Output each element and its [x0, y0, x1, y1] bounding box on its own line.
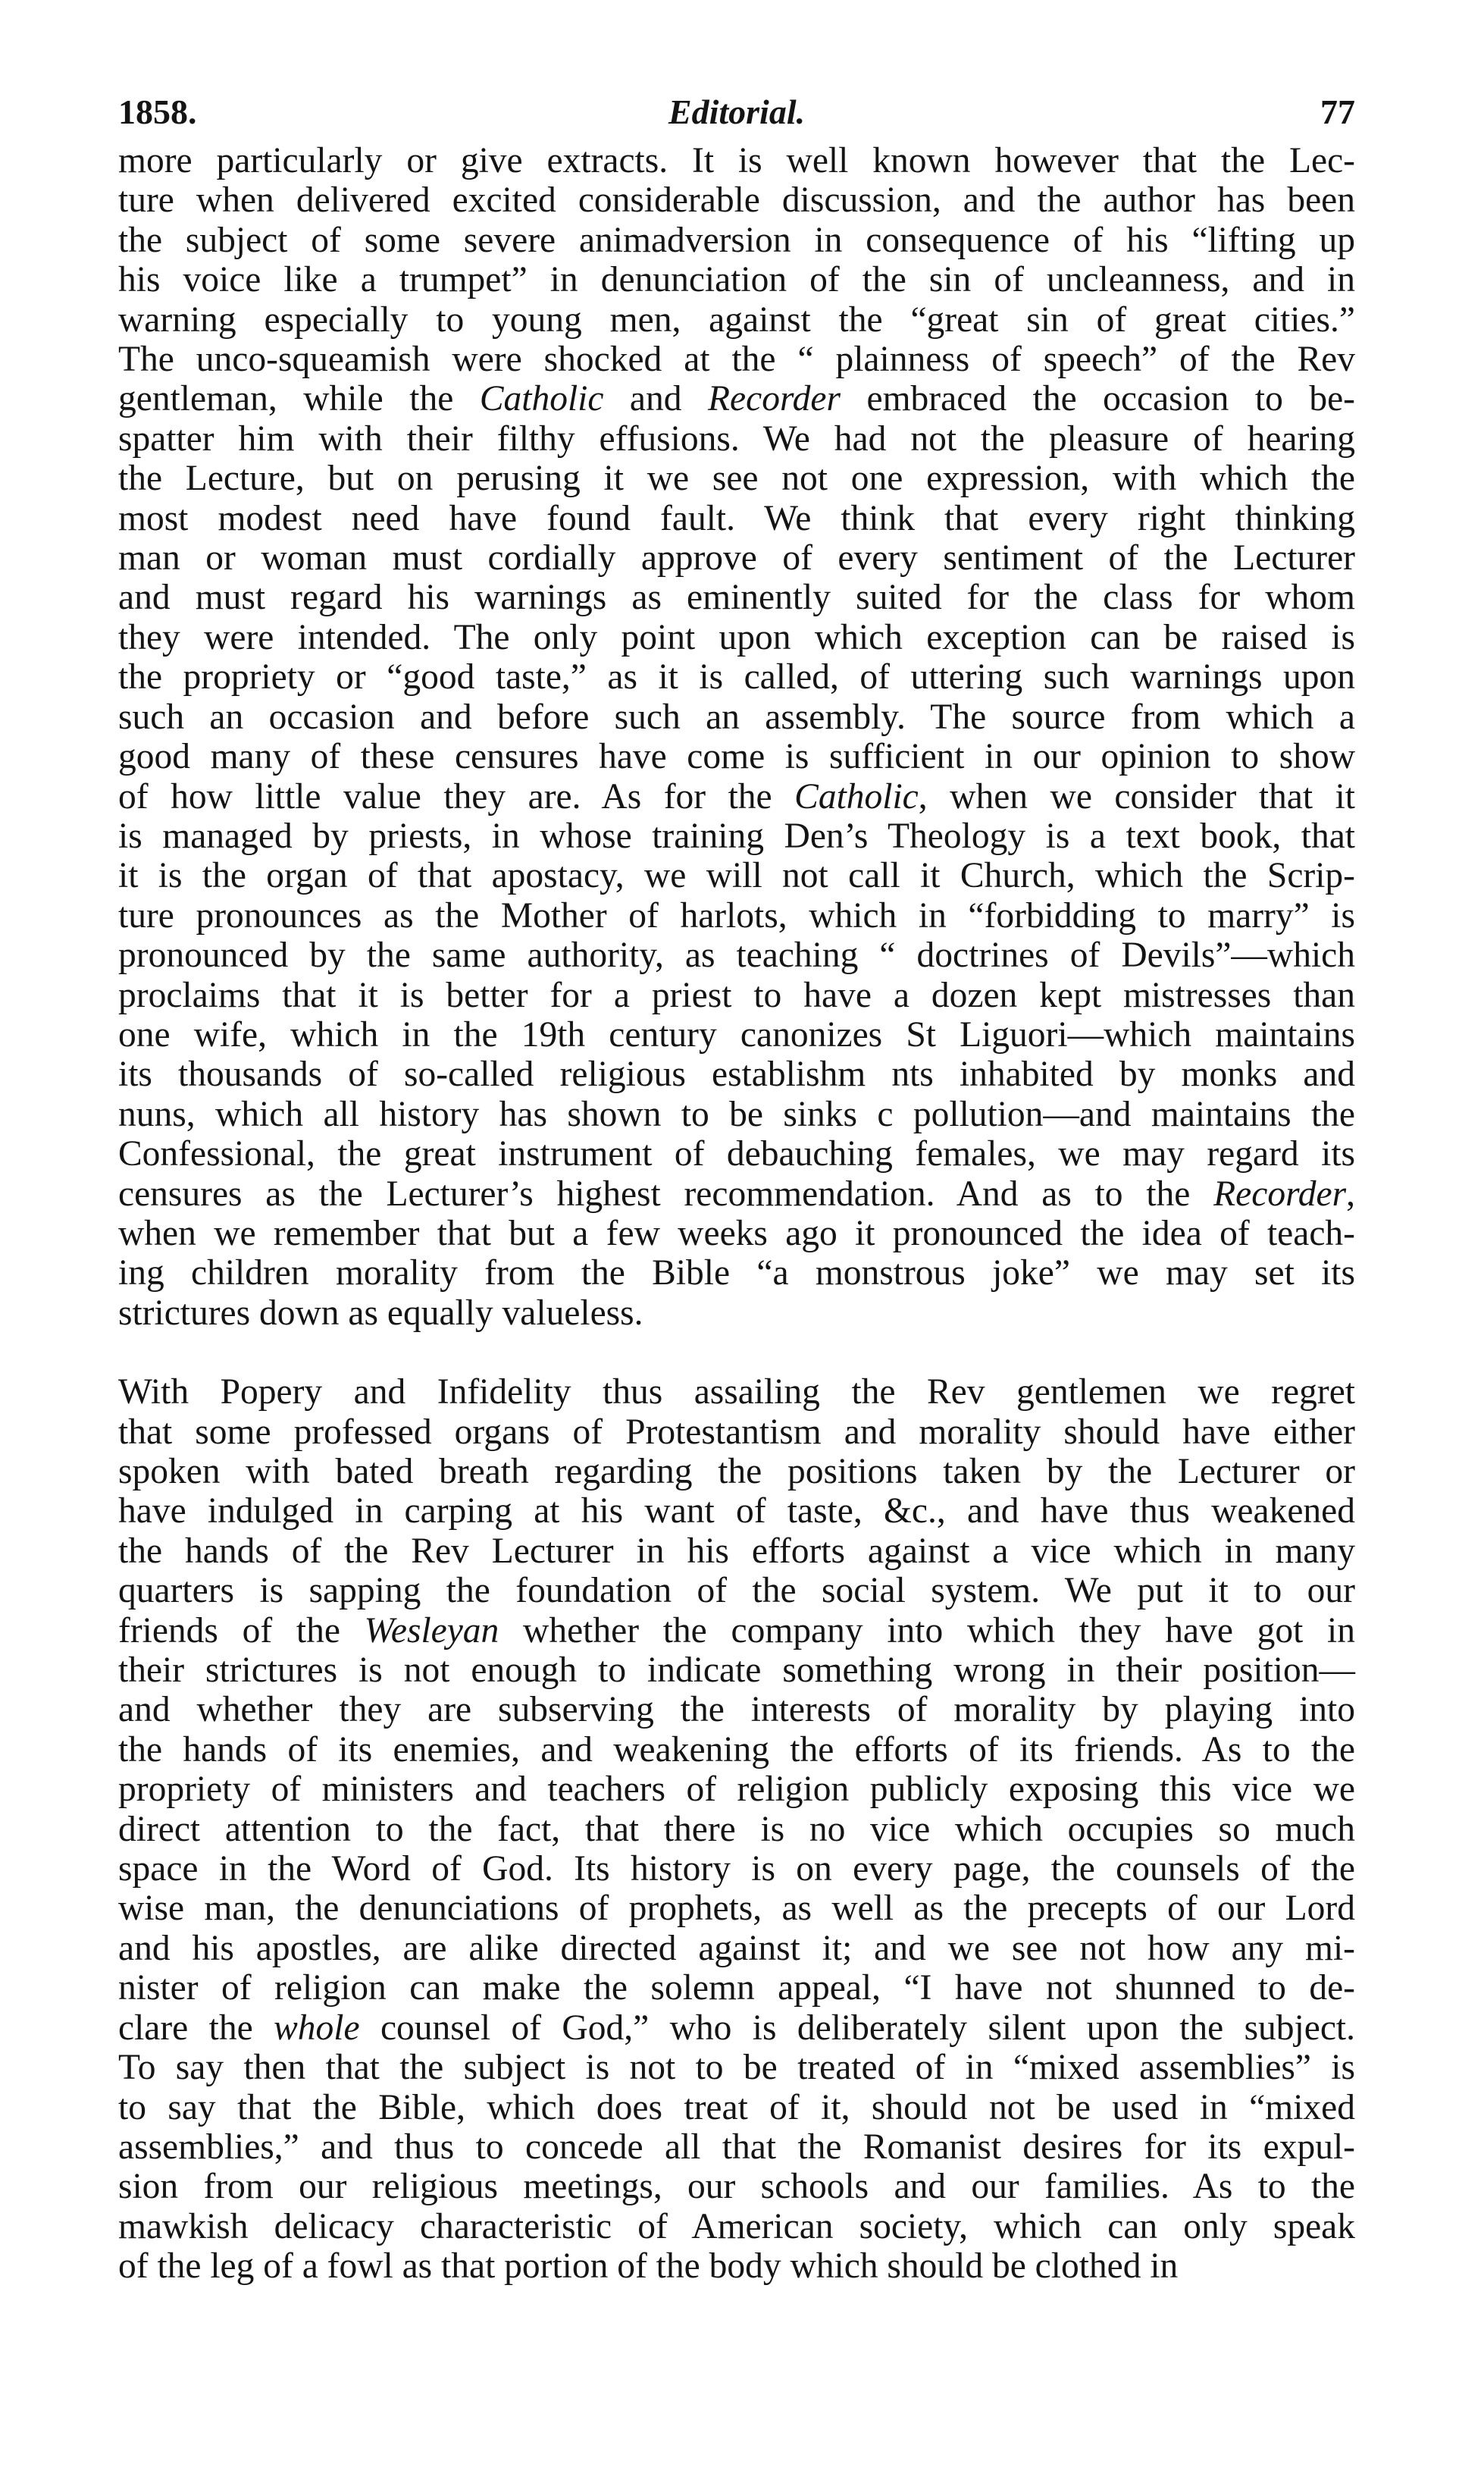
header-year: 1858.: [118, 92, 197, 131]
text-line: the subject of some severe animadversion in consequence of his “lifting up: [118, 220, 1355, 260]
text-line: propriety of ministers and teachers of religion publicly exposing this vice we: [118, 1770, 1355, 1810]
text-line: Confessional, the great instrument of debauching females, we may regard its: [118, 1134, 1355, 1174]
text-line: To say then that the subject is not to be treated of in “mixed assemblies” is: [118, 2048, 1355, 2088]
text-line: proclaims that it is better for a priest to have a dozen kept mistresses than: [118, 975, 1355, 1015]
text-line: strictures down as equally valueless.: [118, 1293, 643, 1333]
text-line: one wife, which in the 19th century canonizes St Liguori—which maintains: [118, 1014, 1355, 1055]
text-line: nister of religion can make the solemn appeal, “I have not shunned to de-: [118, 1968, 1355, 2008]
text-line: is managed by priests, in whose training Den’s Theology is a text book, that: [118, 816, 1355, 856]
text-line: it is the organ of that apostacy, we will not call it Church, which the Scrip-: [118, 856, 1355, 896]
text-line: spoken with bated breath regarding the positions taken by the Lecturer or: [118, 1452, 1355, 1491]
header-section-title: Editorial.: [668, 92, 806, 131]
text-line: spatter him with their filthy effusions. We had not the pleasure of hearing: [118, 418, 1355, 459]
text-line: the Lecture, but on perusing it we see not one expression, with which the: [118, 459, 1355, 499]
text-line: that some professed organs of Protestantism and morality should have either: [118, 1412, 1355, 1452]
text-line: the propriety or “good taste,” as it is called, of uttering such warnings upon: [118, 657, 1355, 697]
text-line: the hands of its enemies, and weakening the efforts of its friends. As to the: [118, 1729, 1355, 1770]
text-line: man or woman must cordially approve of every sentiment of the Lecturer: [118, 538, 1355, 578]
text-line: pronounced by the same authority, as teaching “ doctrines of Devils”—which: [118, 936, 1355, 976]
text-line: ture when delivered excited considerable discussion, and the author has been: [118, 180, 1355, 221]
text-line: nuns, which all history has shown to be sinks c pollution—and maintains the: [118, 1094, 1355, 1134]
text-line: their strictures is not enough to indicate something wrong in their position—: [118, 1650, 1355, 1691]
text-line: mawkish delicacy characteristic of American society, which can only speak: [118, 2206, 1355, 2246]
text-line: space in the Word of God. Its history is on every page, the counsels of the: [118, 1849, 1355, 1889]
text-line: the hands of the Rev Lecturer in his efforts against a vice which in many: [118, 1531, 1355, 1571]
text-line: of the leg of a fowl as that portion of the body which should be clothed in: [118, 2246, 1179, 2287]
text-line: of how little value they are. As for the Catholic, when we consider that it: [118, 776, 1355, 817]
text-line: and must regard his warnings as eminently suited for the class for whom: [118, 578, 1355, 618]
text-line: wise man, the denunciations of prophets, as well as the precepts of our Lord: [118, 1889, 1355, 1929]
text-line: ture pronounces as the Mother of harlots, which in “forbidding to marry” is: [118, 895, 1355, 936]
text-line: gentleman, while the Catholic and Recorder embraced the occasion to be-: [118, 379, 1355, 419]
text-line: and whether they are subserving the interests of morality by playing into: [118, 1690, 1355, 1730]
text-line: censures as the Lecturer’s highest recommendation. And as to the Recorder,: [118, 1174, 1355, 1214]
text-line: The unco-squeamish were shocked at the “ plainness of speech” of the Rev: [118, 340, 1355, 380]
text-line: his voice like a trumpet” in denunciation of the sin of uncleanness, and in: [118, 260, 1355, 300]
text-line: and his apostles, are alike directed against it; and we see not how any mi-: [118, 1928, 1355, 1968]
text-line: most modest need have found fault. We think that every right thinking: [118, 498, 1355, 538]
text-line: friends of the Wesleyan whether the company into which they have got in: [118, 1610, 1355, 1650]
text-line: have indulged in carping at his want of taste, &c., and have thus weakened: [118, 1491, 1355, 1531]
text-line: sion from our religious meetings, our schools and our families. As to the: [118, 2167, 1355, 2207]
text-line: good many of these censures have come is sufficient in our opinion to show: [118, 737, 1355, 777]
text-line: direct attention to the fact, that there is no vice which occupies so much: [118, 1809, 1355, 1849]
running-header: [118, 83, 1355, 141]
text-line: its thousands of so-called religious establishm nts inhabited by monks and: [118, 1055, 1355, 1095]
text-line: more particularly or give extracts. It is well known however that the Lec-: [118, 141, 1355, 180]
text-line: ing children morality from the Bible “a monstrous joke” we may set its: [118, 1253, 1355, 1293]
text-line: they were intended. The only point upon which exception can be raised is: [118, 617, 1355, 657]
text-line: such an occasion and before such an assembly. The source from which a: [118, 697, 1355, 737]
text-line: quarters is sapping the foundation of the social system. We put it to our: [118, 1571, 1355, 1611]
paragraph-popery-infidelity: [118, 1372, 1355, 2286]
text-line: to say that the Bible, which does treat of it, should not be used in “mixed: [118, 2087, 1355, 2127]
text-line: clare the whole counsel of God,” who is deliberately silent upon the subject.: [118, 2008, 1355, 2048]
text-line: when we remember that but a few weeks ago it pronounced the idea of teach-: [118, 1213, 1355, 1253]
text-line: warning especially to young men, against the “great sin of great cities.”: [118, 299, 1355, 340]
page-number: 77: [1320, 92, 1355, 131]
paragraph-lecture-discussion: [118, 141, 1355, 1333]
text-line: assemblies,” and thus to concede all that the Romanist desires for its expul-: [118, 2127, 1355, 2167]
text-line: With Popery and Infidelity thus assailing the Rev gentlemen we regret: [118, 1372, 1355, 1412]
book-page: [118, 83, 1355, 2287]
